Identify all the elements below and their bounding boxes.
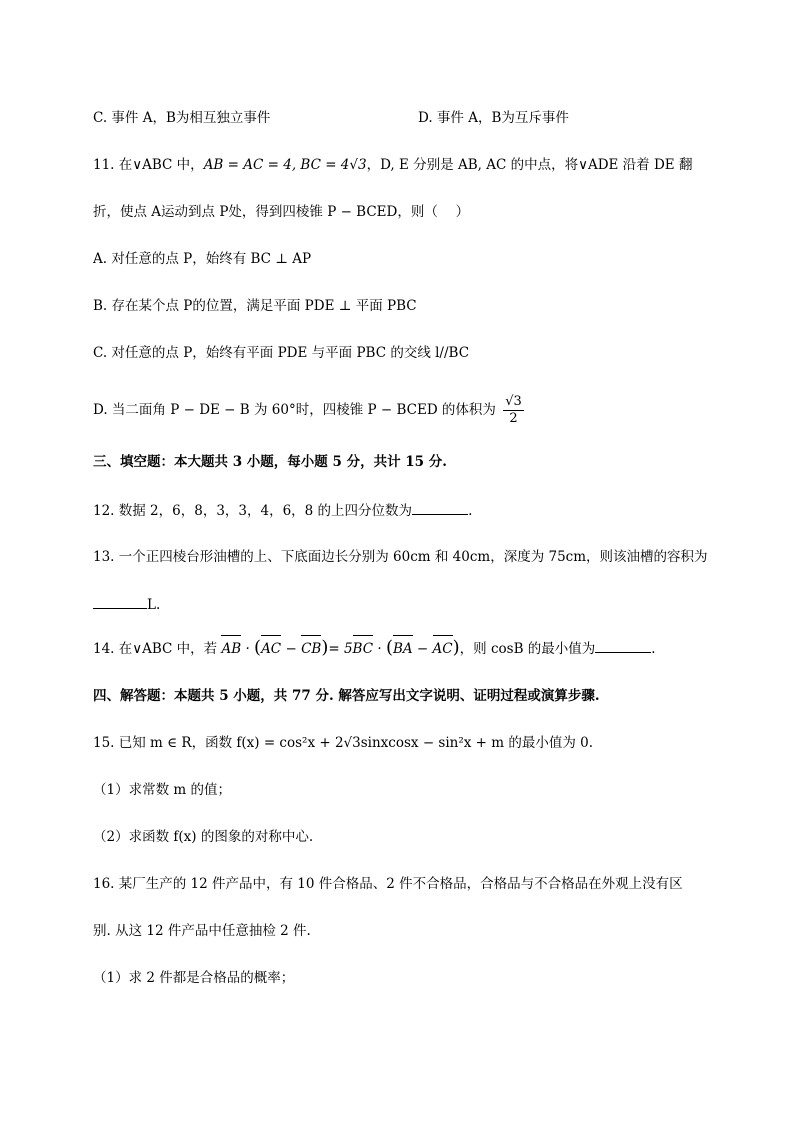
q15-part1: （1）求常数 m 的值； bbox=[93, 782, 231, 798]
section3-heading: 三、填空题：本大题共 3 小题，每小题 5 分，共计 15 分. bbox=[93, 454, 447, 470]
vector-ab: AB bbox=[221, 641, 242, 657]
q14-suffix: ，则 cosB 的最小值为 bbox=[459, 641, 596, 657]
q12 bbox=[93, 500, 472, 521]
q11-sqrt3: √3 bbox=[349, 157, 367, 173]
q15-part2: （2）求函数 f(x) 的图象的对称中心. bbox=[93, 829, 314, 845]
q14-equals: = 5 bbox=[328, 641, 353, 657]
q12-answer-blank bbox=[412, 500, 468, 515]
q11-stem-line2: 折，使点 A运动到点 P处，得到四棱锥 P − BCED，则（ ） bbox=[93, 204, 470, 220]
q11-option-d bbox=[93, 390, 524, 430]
q16-stem-line2: 别. 从这 12 件产品中任意抽检 2 件. bbox=[93, 923, 311, 939]
q13-line2 bbox=[93, 594, 160, 615]
q11-option-d-fraction bbox=[503, 394, 524, 427]
q10-option-d: D. 事件 A，B为互斥事件 bbox=[418, 110, 569, 126]
q11-option-a: A. 对任意的点 P，始终有 BC ⊥ AP bbox=[93, 251, 312, 267]
q13-unit: L. bbox=[147, 597, 161, 613]
q11-stem-line1 bbox=[93, 155, 692, 175]
vector-bc: BC bbox=[352, 641, 374, 657]
fraction-denominator: 2 bbox=[509, 411, 518, 426]
q14-answer-blank bbox=[595, 638, 651, 653]
q14: 14. 在∨ABC 中，若 AB · (AC − CB)= 5BC · (BA − AC)，则 cosB 的最小值为 . bbox=[93, 637, 656, 658]
vector-ba: BA bbox=[392, 641, 413, 657]
q10-option-c: C. 事件 A，B为相互独立事件 bbox=[93, 110, 271, 126]
q12-text: 12. 数据 2，6，8，3，3，4，6，8 的上四分位数为 bbox=[93, 503, 413, 519]
q11-option-c: C. 对任意的点 P，始终有平面 PDE 与平面 PBC 的交线 l//BC bbox=[93, 345, 470, 361]
section4-heading: 四、解答题：本题共 5 小题，共 77 分. 解答应写出文字说明、证明过程或演算步骤. bbox=[93, 688, 600, 704]
q14-prefix: 14. 在∨ABC 中，若 bbox=[93, 641, 222, 657]
vector-ac-2: AC bbox=[432, 641, 453, 657]
q16-part1: （1）求 2 件都是合格品的概率； bbox=[93, 970, 295, 986]
q12-period: . bbox=[468, 503, 473, 519]
q11-stem-prefix: 11. 在∨ABC 中， bbox=[93, 157, 204, 173]
q13-answer-blank bbox=[93, 594, 147, 609]
q15-stem: 15. 已知 m ∈ R，函数 f(x) = cos²x + 2√3sinxcosx − sin²x + m 的最小值为 0. bbox=[93, 735, 594, 751]
q11-stem-suffix: ，D, E 分别是 AB, AC 的中点，将∨ADE 沿着 DE 翻 bbox=[366, 157, 693, 173]
q11-option-b: B. 存在某个点 P的位置，满足平面 PDE ⊥ 平面 PBC bbox=[93, 298, 417, 314]
q11-condition: AB = AC = 4, BC = 4 bbox=[203, 157, 350, 173]
vector-cb: CB bbox=[301, 641, 322, 657]
q11-option-d-text: D. 当二面角 P − DE − B 为 60°时，四棱锥 P − BCED 的体积为 bbox=[93, 402, 496, 418]
q13-line1: 13. 一个正四棱台形油槽的上、下底面边长分别为 60cm 和 40cm，深度为 75cm，则该油槽的容积为 bbox=[93, 549, 708, 565]
fraction-numerator: √3 bbox=[505, 394, 522, 409]
q14-period: . bbox=[651, 641, 656, 657]
q16-stem-line1: 16. 某厂生产的 12 件产品中，有 10 件合格品、2 件不合格品，合格品与不合格品在外观上没有区 bbox=[93, 876, 683, 892]
vector-ac: AC bbox=[261, 641, 282, 657]
